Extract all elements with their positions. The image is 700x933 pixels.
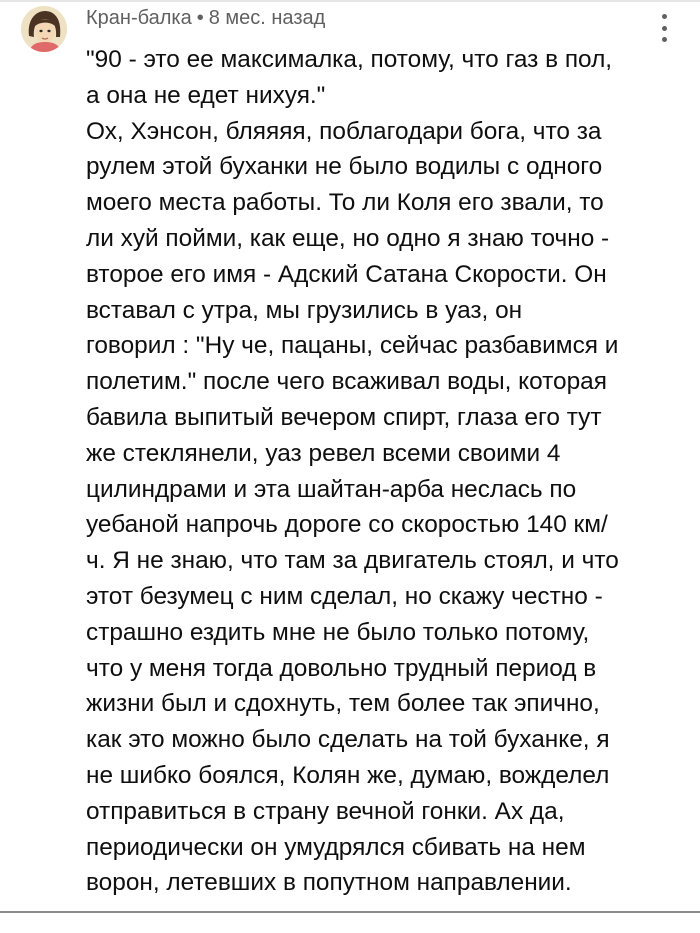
user-avatar-icon — [21, 6, 67, 52]
comment-line: как это можно было сделать на той буханке, я — [86, 726, 610, 754]
comment-line: цилиндрами и эта шайтан-арба неслась по — [86, 475, 577, 503]
comment-line: ч. Я не знаю, что там за двигатель стоял, и что — [86, 547, 619, 575]
comment-line: бавила выпитый вечером спирт, глаза его тут — [86, 403, 602, 431]
comment-line: моего места работы. То ли Коля его звали, то — [86, 189, 604, 217]
comment-line: "90 - это ее максималка, потому, что газ в пол, — [86, 46, 613, 73]
menu-dot — [662, 14, 667, 19]
comment-line: периодически он умудрялся сбивать на нем — [86, 833, 586, 861]
comment-line: вставал с утра, мы грузились в уаз, он — [86, 296, 523, 324]
author-name[interactable]: Кран-балка — [86, 7, 192, 29]
bottom-divider — [0, 911, 700, 913]
menu-dot — [662, 26, 667, 31]
comment-line: уебаной напрочь дороге со скоростью 140 км/ — [86, 511, 608, 539]
comment-line: отправиться в страну вечной гонки. Ах да, — [86, 797, 565, 825]
comment-line: Ох, Хэнсон, бляяяя, поблагодари бога, что за — [86, 117, 602, 145]
comment-line: этот безумец с ним сделал, но скажу честно - — [86, 582, 603, 610]
comment-line: полетим." после чего всаживал воды, которая — [86, 368, 607, 396]
comment-line: ворон, летевших в попутном направлении. — [86, 869, 572, 897]
comment-line: страшно ездить мне не было только потому, — [86, 618, 590, 646]
comment-line: жизни был и сдохнуть, тем более так эпично, — [86, 690, 600, 718]
comment-line: второе его имя - Адский Сатана Скорости. Он — [86, 260, 607, 288]
comment-line: рулем этой буханки не было водилы с одного — [86, 153, 603, 181]
comment-text — [86, 42, 668, 911]
author-avatar[interactable] — [21, 6, 67, 52]
comment-line: не шибко боялся, Колян же, думаю, вожделел — [86, 761, 610, 789]
comment-line: же стеклянели, уаз ревел всеми своими 4 — [86, 439, 561, 467]
comment-timestamp: 8 мес. назад — [208, 7, 326, 29]
comment-line: ли хуй пойми, как еще, но одно я знаю точно - — [86, 224, 610, 252]
comment-line: а она не едет нихуя." — [86, 81, 326, 109]
comment-line: говорил : "Ну че, пацаны, сейчас разбавимся и — [86, 332, 619, 360]
comment-line: что у меня тогда довольно трудный период в — [86, 654, 597, 682]
more-vert-icon[interactable] — [656, 14, 672, 42]
meta-separator: • — [196, 7, 204, 29]
comment-meta — [86, 5, 325, 31]
